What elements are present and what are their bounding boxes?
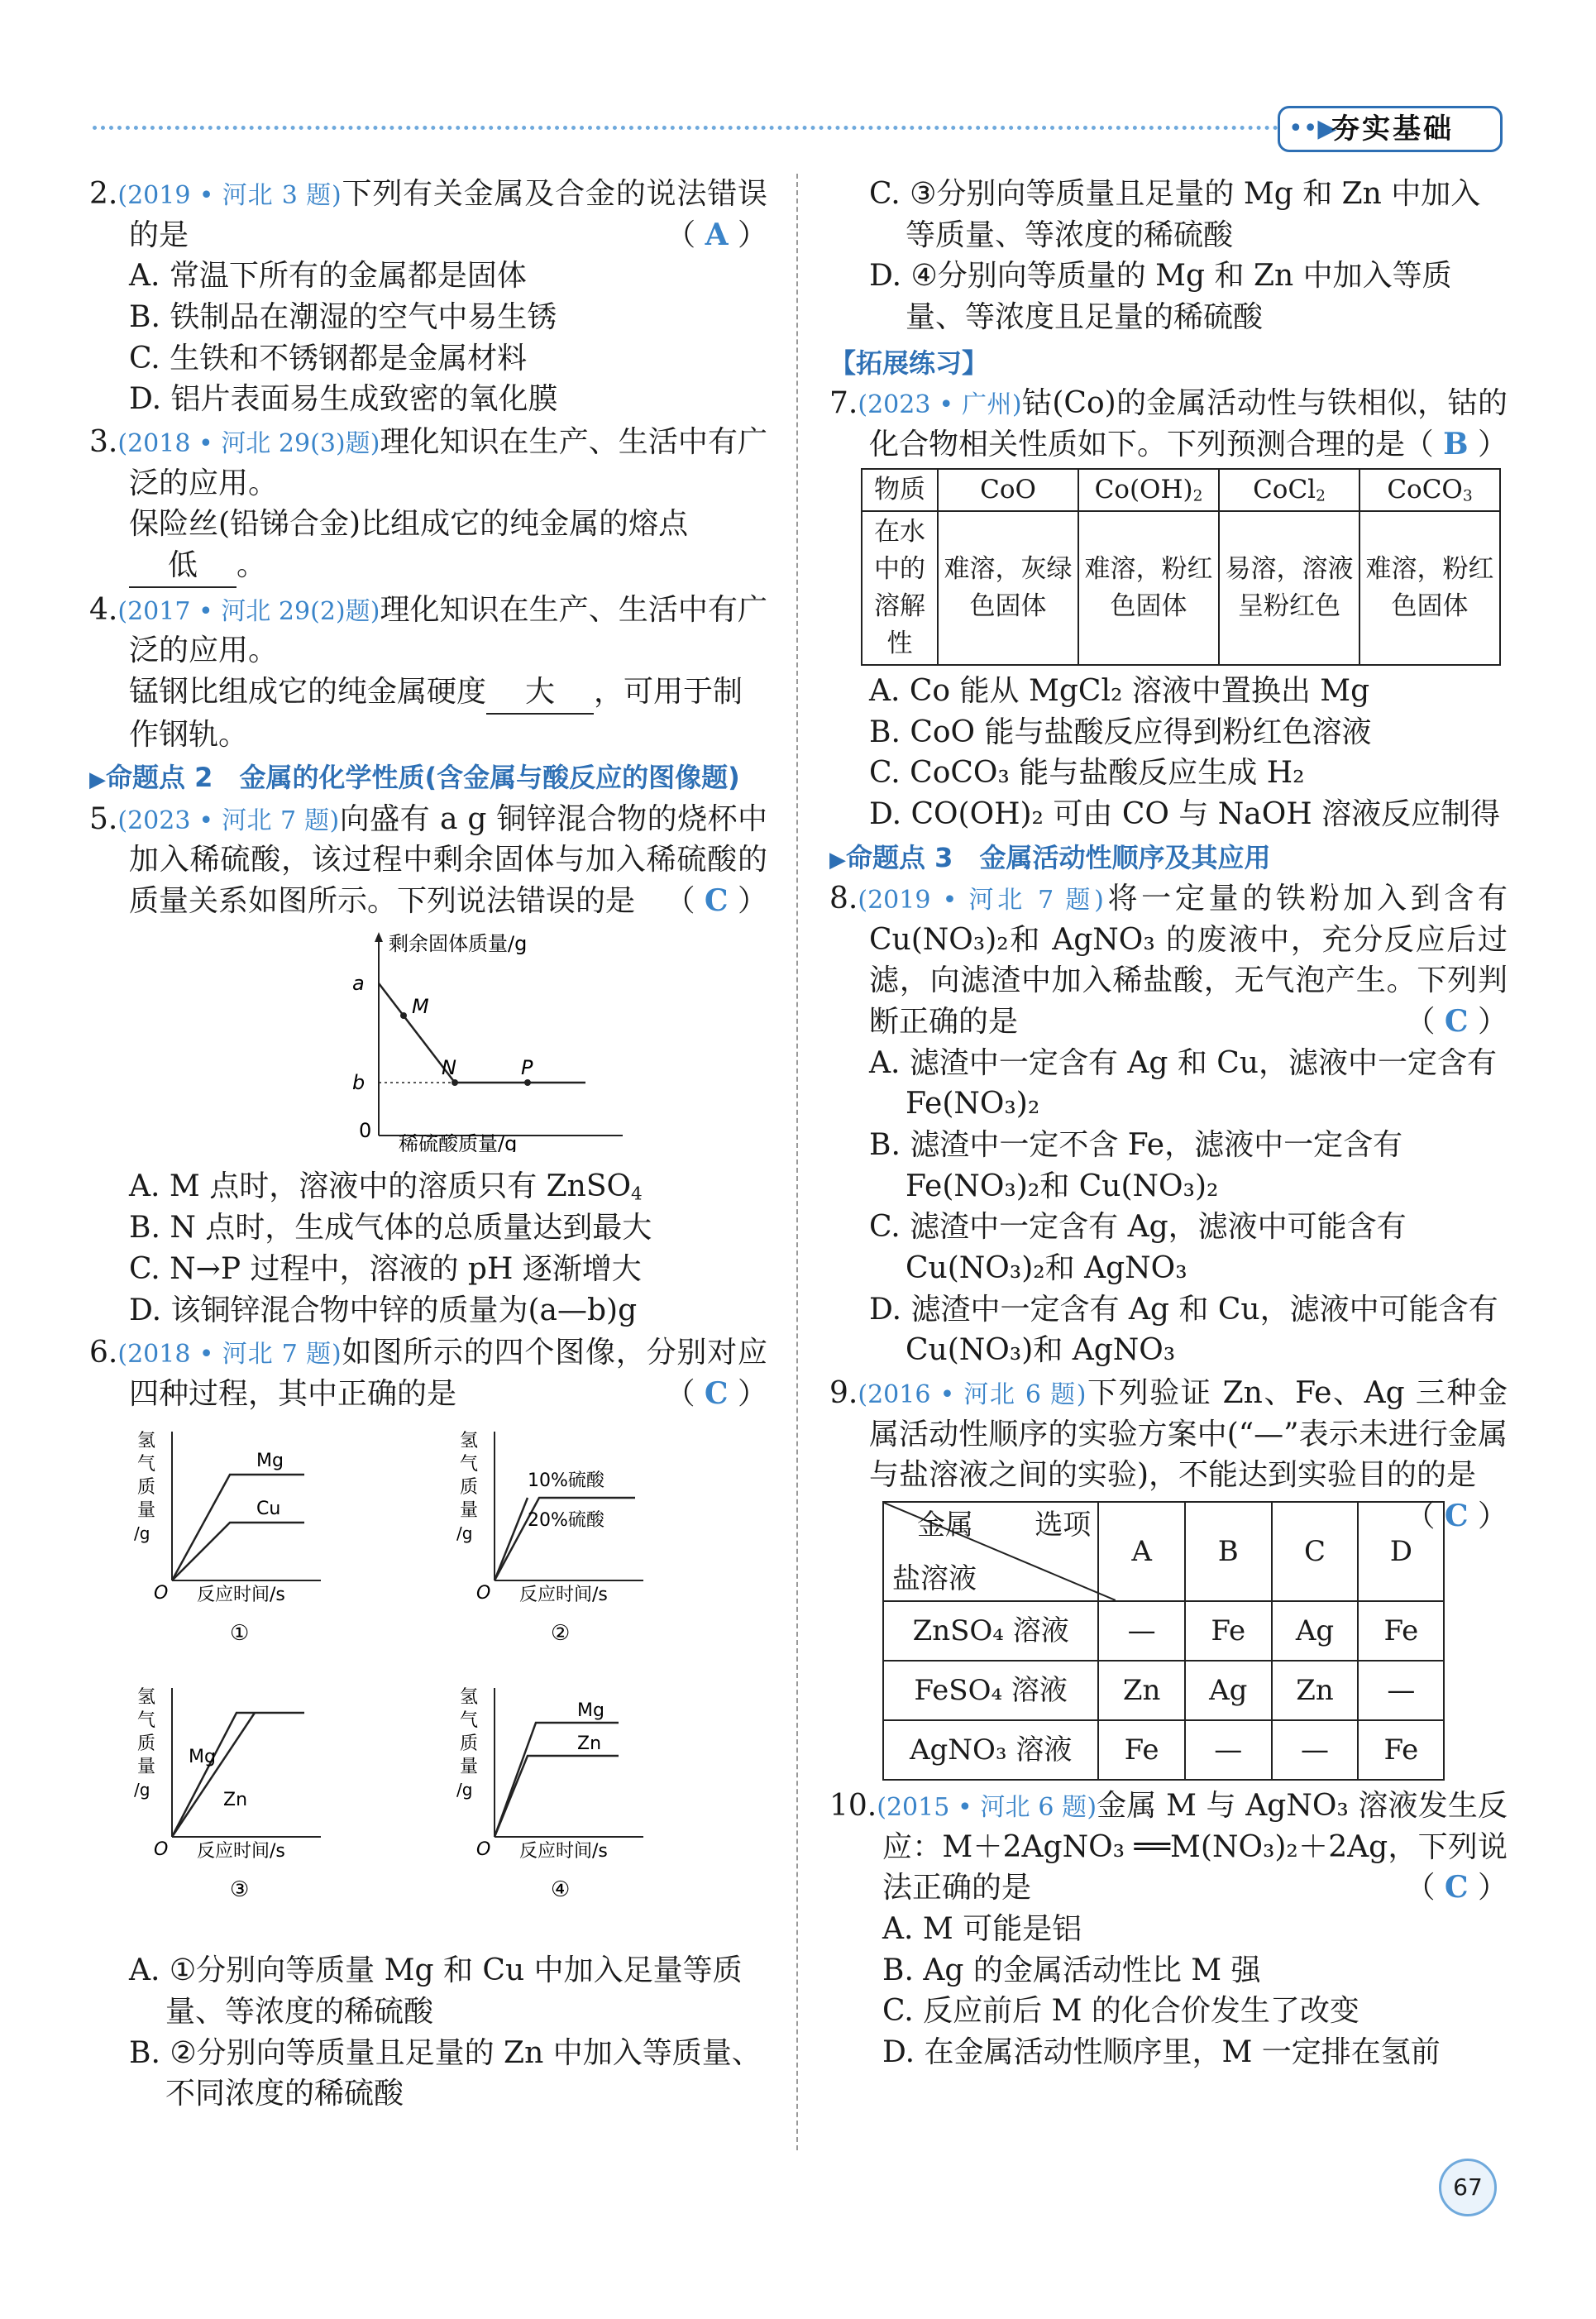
q4-line-end: ，可用于制作钢轨。: [129, 675, 743, 752]
svg-text:①: ①: [230, 1620, 250, 1646]
q7-cell-cocl2: 易溶，溶液呈粉红色: [1219, 511, 1359, 665]
svg-text:O: O: [476, 1838, 491, 1860]
q9-col-c: C: [1272, 1502, 1359, 1601]
q8-answer: （ C ）: [1405, 1003, 1508, 1039]
q6-graph-1: [134, 1431, 321, 1646]
q2-source: (2019 • 河北 3 题): [117, 181, 342, 210]
q5-option-c: C. N→P 过程中，溶液的 pH 逐渐增大: [129, 1251, 642, 1286]
q7-option-d: D. CO(OH)₂ 可由 CO 与 NaOH 溶液反应制得: [869, 796, 1501, 831]
q9-number: 9.: [829, 1376, 858, 1411]
q9-col-d: D: [1358, 1502, 1444, 1601]
q5-graph-a: a: [352, 971, 365, 995]
svg-text:气: 气: [460, 1709, 479, 1731]
svg-text:Zn: Zn: [223, 1789, 248, 1810]
q9-row-znso4: ZnSO₄ 溶液 — Fe Ag Fe: [883, 1601, 1444, 1661]
svg-text:气: 气: [137, 1453, 156, 1475]
q6-g3-upper-line: [172, 1713, 304, 1837]
q3-blank-answer: 低: [129, 545, 237, 588]
topic-3-label: 命题点 3: [846, 841, 953, 873]
q8-number: 8.: [829, 881, 858, 916]
extension-practice-heading: 【拓展练习】: [829, 347, 989, 379]
q8-option-b: B. 滤渣中一定不含 Fe，滤液中一定含有 Fe(NO₃)₂和 Cu(NO₃)₂: [869, 1127, 1403, 1203]
q6-g2-lower-line: [495, 1498, 528, 1580]
q6-number: 6.: [89, 1336, 118, 1370]
q7-table: [861, 468, 1501, 666]
q7-header-coo: CoO: [938, 469, 1078, 511]
q10-option-b: B. Ag 的金属活动性比 M 强: [882, 1953, 1261, 1987]
q7-cell-cooh2: 难溶，粉红色固体: [1078, 511, 1219, 665]
q7-option-c: C. CoCO₃ 能与盐酸反应生成 H₂: [869, 756, 1305, 791]
q7-answer: （ B ）: [1403, 426, 1508, 461]
q10-option-d: D. 在金属活动性顺序里，M 一定排在氢前: [882, 2035, 1441, 2070]
q8-stem: 将一定量的铁粉加入到含有Cu(NO₃)₂和 AgNO₃ 的废液中，充分反应后过滤，向滤渣中加入稀盐酸，无气泡产生。下列判断正确的是: [869, 881, 1508, 1039]
q3-line: 保险丝(铅锑合金)比组成它的纯金属的熔点: [129, 507, 689, 542]
svg-text:氢: 氢: [460, 1430, 479, 1451]
topic-2-label: 命题点 2: [106, 762, 213, 794]
q5-graph-xlabel: 稀硫酸质量/g: [399, 1131, 518, 1152]
q6-option-a: A. ①分别向等质量 Mg 和 Cu 中加入足量等质量、等浓度的稀硫酸: [129, 1953, 743, 2029]
triangle-icon: ▶: [829, 847, 846, 873]
question-3: [89, 422, 767, 588]
q6-g1-lower-line: [172, 1523, 304, 1580]
q2-stem: 下列有关金属及合金的说法错误的是: [129, 177, 767, 252]
question-8: [829, 878, 1508, 1371]
q7-stem: 钴(Co)的金属活动性与铁相似，钴的化合物相关性质如下。下列预测合理的是: [869, 385, 1508, 461]
right-column: [829, 174, 1508, 2075]
q9-corner-cell: [883, 1502, 1098, 1601]
svg-text:气: 气: [137, 1709, 156, 1731]
q5-point-n: [452, 1079, 458, 1086]
q6-option-d: D. ④分别向等质量的 Mg 和 Zn 中加入等质量、等浓度且足量的稀硫酸: [869, 259, 1452, 335]
topic-3-title: 金属活动性顺序及其应用: [979, 841, 1271, 873]
q3-source: (2018 • 河北 29(3)题): [117, 429, 380, 459]
q6-option-c: C. ③分别向等质量且足量的 Mg 和 Zn 中加入等质量、等浓度的稀硫酸: [869, 177, 1481, 252]
page-number: 67: [1439, 2159, 1497, 2216]
arrow-icon: ••▶: [1288, 114, 1337, 144]
q9-source: (2016 • 河北 6 题): [858, 1380, 1087, 1410]
q5-option-a: A. M 点时，溶液中的溶质只有 ZnSO$_4$: [129, 1169, 643, 1205]
q6-source: (2018 • 河北 7 题): [117, 1340, 342, 1370]
svg-text:/g: /g: [134, 1779, 151, 1800]
q5-point-p: [524, 1079, 531, 1086]
q9-table: [882, 1501, 1445, 1781]
q8-option-d: D. 滤渣中一定含有 Ag 和 Cu，滤液中可能含有Cu(NO₃)和 AgNO₃: [869, 1292, 1498, 1368]
q5-number: 5.: [89, 801, 118, 836]
question-6: [89, 1332, 767, 2115]
svg-text:量: 量: [460, 1756, 479, 1777]
q6-graphs: [131, 1423, 767, 1948]
svg-text:20%硫酸: 20%硫酸: [528, 1509, 604, 1531]
q7-header-cocl2: CoCl$_2$: [1219, 469, 1359, 511]
svg-text:气: 气: [460, 1453, 479, 1475]
q9-corner-metal: 金属: [917, 1509, 973, 1542]
q9-row-feso4: FeSO₄ 溶液 Zn Ag Zn —: [883, 1661, 1444, 1720]
q10-option-a: A. M 可能是铝: [882, 1912, 1082, 1947]
q9-row-agno3: AgNO₃ 溶液 Fe — — Fe: [883, 1720, 1444, 1780]
svg-text:O: O: [476, 1582, 491, 1604]
q5-answer: （ C ）: [665, 883, 767, 919]
svg-text:质: 质: [137, 1733, 156, 1754]
svg-text:量: 量: [460, 1499, 479, 1521]
svg-text:Mg: Mg: [577, 1700, 604, 1721]
q5-graph-ylabel: 剩余固体质量/g: [389, 931, 528, 955]
q7-option-a: A. Co 能从 MgCl₂ 溶液中置换出 Mg: [869, 673, 1370, 708]
topic-2-title: 金属的化学性质(含金属与酸反应的图像题): [239, 762, 740, 794]
q3-stem: 理化知识在生产、生活中有广泛的应用。: [129, 425, 767, 500]
q6-g3-lower-line: [172, 1713, 255, 1837]
svg-text:②: ②: [551, 1620, 571, 1646]
svg-text:③: ③: [230, 1877, 250, 1902]
q8-source: (2019 • 河北 7 题): [858, 885, 1104, 915]
svg-text:Mg: Mg: [189, 1746, 216, 1767]
q9-corner-option: 选项: [1035, 1509, 1092, 1542]
q7-cell-coo: 难溶，灰绿色固体: [938, 511, 1078, 665]
q7-header-substance: 物质: [862, 469, 938, 511]
svg-text:量: 量: [137, 1756, 156, 1777]
svg-text:氢: 氢: [137, 1686, 156, 1708]
q8-option-c: C. 滤渣中一定含有 Ag，滤液中可能含有 Cu(NO₃)₂和 AgNO₃: [869, 1210, 1407, 1285]
svg-text:反应时间/s: 反应时间/s: [519, 1840, 608, 1862]
triangle-icon: ▶: [89, 767, 106, 793]
q7-source: (2023 • 广州): [858, 390, 1022, 419]
q10-answer: （ C ）: [1405, 1870, 1508, 1905]
q7-row-solubility: 在水中的溶解性: [862, 511, 938, 665]
q3-number: 3.: [89, 425, 118, 460]
q6-g1-upper-line: [172, 1475, 304, 1580]
q7-header-coco3: CoCO$_3$: [1359, 469, 1500, 511]
q7-option-b: B. CoO 能与盐酸反应得到粉红色溶液: [869, 715, 1372, 749]
svg-text:反应时间/s: 反应时间/s: [519, 1584, 608, 1605]
q5-option-d: D. 该铜锌混合物中锌的质量为(a—b)g: [129, 1293, 638, 1327]
question-4: [89, 590, 767, 756]
q6-graph-3: [134, 1687, 321, 1902]
q10-source: (2015 • 河北 6 题): [877, 1793, 1097, 1823]
svg-text:Mg: Mg: [256, 1450, 284, 1471]
q2-option-c: C. 生铁和不锈钢都是金属材料: [129, 341, 528, 375]
svg-text:量: 量: [137, 1499, 156, 1521]
q7-number: 7.: [829, 385, 858, 420]
svg-text:反应时间/s: 反应时间/s: [197, 1840, 285, 1862]
q5-label-m: M: [412, 994, 429, 1018]
q4-stem: 理化知识在生产、生活中有广泛的应用。: [129, 592, 767, 668]
q8-option-a: A. 滤渣中一定含有 Ag 和 Cu，滤液中一定含有Fe(NO₃)₂: [869, 1045, 1497, 1121]
question-7: [829, 383, 1508, 835]
question-5: [89, 799, 767, 1331]
q3-line-end: 。: [237, 548, 267, 583]
q6-option-b: B. ②分别向等质量且足量的 Zn 中加入等质量、不同浓度的稀硫酸: [129, 2035, 762, 2111]
question-10: [829, 1786, 1508, 2073]
q6-stem: 如图所示的四个图像，分别对应四种过程，其中正确的是: [129, 1336, 767, 1411]
q5-graph: [337, 929, 767, 1164]
q6-graph-4: [456, 1687, 643, 1902]
header-dotted-line: [93, 126, 1287, 130]
q6-graph-2: [456, 1431, 643, 1646]
question-9: [829, 1373, 1508, 1781]
q5-label-p: P: [521, 1055, 533, 1079]
q5-graph-origin: 0: [359, 1118, 372, 1142]
q6-answer: （ C ）: [665, 1375, 767, 1411]
svg-text:Cu: Cu: [256, 1498, 281, 1519]
q6-g4-lower-line: [495, 1756, 619, 1837]
q9-col-a: A: [1098, 1502, 1185, 1601]
topic-2-heading: [89, 758, 767, 796]
question-2: [89, 174, 767, 420]
q9-stem: 下列验证 Zn、Fe、Ag 三种金属活动性顺序的实验方案中(“—”表示未进行金属与盐溶液之间的实验)，不能达到实验目的的是: [869, 1376, 1508, 1493]
q4-number: 4.: [89, 592, 118, 627]
q2-option-d: D. 铝片表面易生成致密的氧化膜: [129, 382, 558, 417]
q4-source: (2017 • 河北 29(2)题): [117, 596, 380, 626]
q2-option-b: B. 铁制品在潮湿的空气中易生锈: [129, 300, 557, 335]
left-column: [89, 174, 767, 2116]
column-divider: [796, 174, 798, 2150]
q5-point-m: [400, 1012, 407, 1019]
q9-corner-solution: 盐溶液: [892, 1562, 977, 1596]
svg-text:O: O: [154, 1582, 169, 1604]
q5-stem: 向盛有 a g 铜锌混合物的烧杯中加入稀硫酸，该过程中剩余固体与加入稀硫酸的质量关系如图所示。下列说法错误的是: [129, 801, 767, 919]
q10-number: 10.: [829, 1789, 877, 1824]
svg-text:10%硫酸: 10%硫酸: [528, 1470, 604, 1491]
svg-text:氢: 氢: [137, 1430, 156, 1451]
q10-option-c: C. 反应前后 M 的化合价发生了改变: [882, 1994, 1359, 2029]
q5-graph-b: b: [352, 1070, 366, 1094]
svg-text:质: 质: [460, 1476, 479, 1498]
svg-text:氢: 氢: [460, 1686, 479, 1708]
q10-stem: 金属 M 与 AgNO₃ 溶液发生反应：M＋2AgNO₃ ══M(NO₃)₂＋2Ag，下列说法正确的是: [882, 1789, 1508, 1905]
q7-cell-coco3: 难溶，粉红色固体: [1359, 511, 1500, 665]
q9-answer: （ C ）: [1405, 1499, 1508, 1534]
svg-text:质: 质: [460, 1733, 479, 1754]
q5-label-n: N: [442, 1055, 456, 1079]
svg-text:O: O: [154, 1838, 169, 1860]
section-tag: [1278, 106, 1503, 152]
svg-text:Zn: Zn: [577, 1733, 602, 1754]
q7-header-cooh2: $Co(OH)_2$: [1078, 469, 1219, 511]
q4-blank-answer: 大: [486, 672, 594, 715]
topic-3-heading: [829, 839, 1508, 877]
q2-answer: （ A ）: [666, 217, 767, 252]
svg-text:/g: /g: [456, 1779, 473, 1800]
svg-text:④: ④: [551, 1877, 571, 1902]
q5-option-b: B. N 点时，生成气体的总质量达到最大: [129, 1211, 652, 1246]
q4-line: 锰钢比组成它的纯金属硬度: [129, 675, 487, 710]
section-tag-label: 夯实基础: [1331, 112, 1454, 146]
svg-text:/g: /g: [456, 1523, 473, 1543]
svg-text:反应时间/s: 反应时间/s: [197, 1584, 285, 1605]
q2-number: 2.: [89, 177, 118, 211]
q2-option-a: A. 常温下所有的金属都是固体: [129, 259, 527, 294]
q9-col-b: B: [1185, 1502, 1272, 1601]
q5-source: (2023 • 河北 7 题): [117, 806, 340, 835]
svg-text:/g: /g: [134, 1523, 151, 1543]
svg-text:质: 质: [137, 1476, 156, 1498]
